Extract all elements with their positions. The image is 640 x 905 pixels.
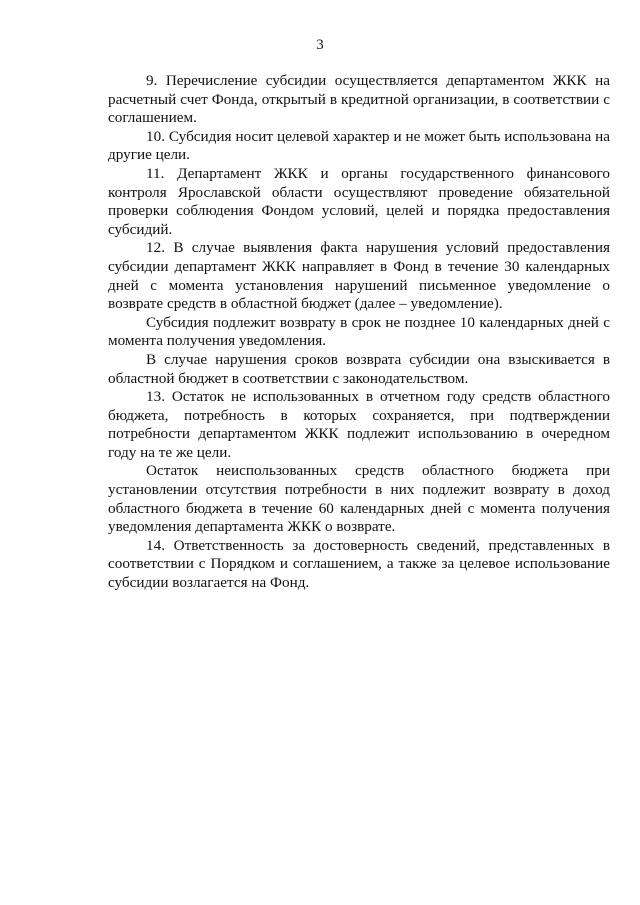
paragraph-item-12: 12. В случае выявления факта нарушения условий предоставления субсидии департамент ЖКК направляет в Фонд в течение 30 календарных дней с момента установления нарушений письменное уведомление о возврате средств в областной бюджет (далее – уведомление).: [108, 239, 610, 313]
paragraph-unused-funds-return: Остаток неиспользованных средств областного бюджета при установлении отсутствия потребности в них подлежит возврату в доход областного бюджета в течение 60 календарных дней с момента получения уведомления департамента ЖКК о возврате.: [108, 462, 610, 536]
paragraph-item-13: 13. Остаток не использованных в отчетном году средств областного бюджета, потребность в которых сохраняется, при подтверждении потребности департаментом ЖКК подлежит использованию в очередном году на те же цели.: [108, 388, 610, 461]
paragraph-return-deadline: Субсидия подлежит возврату в срок не позднее 10 календарных дней с момента получения уведомления.: [108, 313, 610, 350]
paragraph-item-14: 14. Ответственность за достоверность сведений, представленных в соответствии с Порядком и соглашением, а также за целевое использование субсидии возлагается на Фонд.: [108, 536, 610, 592]
paragraph-return-enforcement: В случае нарушения сроков возврата субсидии она взыскивается в областной бюджет в соответствии с законодательством.: [108, 350, 610, 387]
page-number: 3: [316, 37, 324, 53]
paragraph-item-11: 11. Департамент ЖКК и органы государственного финансового контроля Ярославской области осуществляют проведение обязательной проверки соблюдения Фондом условий, целей и порядка предоставления субсидий.: [108, 164, 610, 238]
document-body: [108, 72, 610, 593]
paragraph-item-9: 9. Перечисление субсидии осуществляется департаментом ЖКК на расчетный счет Фонда, открытый в кредитной организации, в соответствии с соглашением.: [108, 72, 610, 127]
paragraph-item-10: 10. Субсидия носит целевой характер и не может быть использована на другие цели.: [108, 127, 610, 164]
